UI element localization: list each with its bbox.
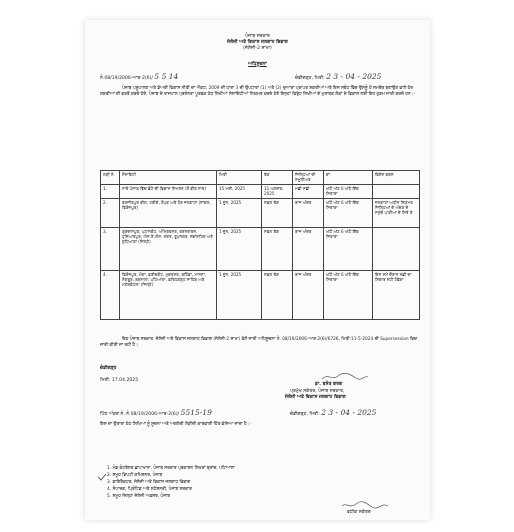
table-cell: ਰਾਜ ਅੰਦਰ — [293, 198, 324, 227]
table-row — [101, 184, 420, 198]
signatory-department: ਜੇਲੋਜੀ ਅਤੇ ਵਿਕਾਸ ਜਲਗਾਹ ਵਿਭਾਗ — [285, 395, 346, 400]
orders-table — [100, 170, 420, 320]
endorsement-number-text: ਪਿੱਠ ਅੰਕਣ ਨੰ. ਨੰ.08/19/2006-ਆਰ-2(6)/ — [100, 412, 180, 417]
table-cell: 1. — [101, 184, 120, 198]
table-cell: ਫਿਰੋਜ਼ਪੁਰ, ਮੋਗਾ, ਫ਼ਰੀਦਕੋਟ, ਮੁਕਤਸਰ, ਬਠਿੰਡਾ, ਮਾਨਸਾ, ਸੰਗਰੂਰ, ਬਰਨਾਲਾ, ਪਟਿਆਲਾ, ਫ਼ਤਿਹਗੜ੍ਹ ਸਾਹਿਬ ਅਤੇ ਮਲੇਰਕੋਟਲਾ (ਜਿਲ੍ਹੇ) — [120, 270, 217, 319]
table-cell: ਮਛੀ ਮੱਛੀ — [293, 184, 324, 198]
table-cell: 4. — [101, 270, 120, 319]
reference-date — [295, 74, 381, 82]
handwritten-date: 2 3 - 04 - 2025 — [326, 72, 382, 81]
table-cell: ਅੱਠੋਂ ਅੱਠ 6 ਅੱਠੋਂ ਇੱਕ ਸਿਤਾਰਾ — [324, 270, 373, 319]
table-cell: ਇਸ ਸਮੇਂ ਦੌਰਾਨ ਮੱਛੀ ਦਾ ਸ਼ਿਕਾਰ ਨਹੀਂ ਹੋਵੇਗਾ — [373, 270, 420, 319]
handwritten-endorsement-number: 5515-19 — [180, 408, 212, 417]
list-item: 1. ਮੰਡ ਕੰਟਰੋਲਰ ਛਾਪਾਖਾਨਾ, ਪੰਜਾਬ ਸਰਕਾਰ ਪ੍ਰਕਾਸ਼ਨ ਲਿਖਤਾਂ ਬ੍ਰਾਂਚ, ਪਟਿਆਲਾ — [107, 466, 235, 471]
header-branch: (ਜੇਲੋਜੀ-2 ਸ਼ਾਖਾ) — [243, 46, 272, 51]
footer-signature-label: ਵਧੀਕ ਸਕੱਤਰ — [347, 510, 371, 515]
header-cell: ਜਿਲ੍ਹਿਆਂ ਦੀ ਸ਼ਮੂਲੀਅਤ — [293, 171, 324, 185]
header-cell: ਸੋਸਾਇਟੀ — [120, 171, 217, 185]
endorsement-number — [100, 410, 212, 418]
table-cell: ਸਾਰੇ ਪੰਜਾਬ ਵਿੱਚ ਛੋਟੇ ਦੀ ਵਿਕਾਸ ਸਿਮਰਨ (ਤੋਂ ਵੀਰ ਸਾਰ) — [120, 184, 217, 198]
footer-signature-mark — [340, 500, 390, 510]
table-cell: ਅੱਠੋਂ ਅੱਠ 6 ਅੱਠੋਂ ਇੱਕ ਸਿਤਾਰਾ — [324, 198, 373, 227]
tick-mark — [97, 473, 107, 481]
table-cell: 1 ਜੂਨ, 2025 — [217, 227, 262, 270]
signatory-name: ਡਾ. ਬਸੰਤ ਗਰਗ — [315, 382, 343, 387]
header-government: ਪੰਜਾਬ ਸਰਕਾਰ — [245, 34, 270, 39]
table-cell: 3. — [101, 227, 120, 270]
body-paragraph-1: ਪੰਜਾਬ ਪਸ਼ੂਪਾਲਣ ਅਤੇ ਡੇਅਰੀ ਵਿਕਾਸ ਨੀਤੀ ਦਾ ਐਕਟ, 2009 ਦੀ ਧਾਰਾ 3 ਦੀ ਉਪਧਾਰਾ (1) ਅਤੇ (2) ਦੁਆਰਾ ਪ੍ਰਾਪਤ ਸ਼ਕਤੀਆਂ ਅਤੇ ਇਸ ਸਬੰਧ ਵਿੱਚ ਉਸਨੂੰ ਹੋ ਸਮਰੱਥ ਬਣਾਉਣ ਵਾਲੇ ਹੋਰ ਸ਼ਕਤੀਆਂ ਦੀ ਵਰਤੋਂ ਕਰਦੇ ਹੋਏ, ਪੰਜਾਬ ਦੇ ਰਾਜਪਾਲ ਪ੍ਰਸੰਨਤਾ ਪੂਰਵਕ ਹੇਠ ਲਿਖੀਆਂ ਸੋਸਾਇਟੀਆਂ ਨਿਯਮਤ ਕਰਦੇ ਹੋਏ ਇਨ੍ਹਾਂ ਵਿਰੁੱਧ ਲਿਖੀਆਂ ਦੇ ਮੁਤਾਬਕ ਲੋਕਾਂ ਦੇ ਵਿਕਾਸ ਲਈ ਇਹ ਹੁਕਮ ਜਾਰੀ ਕਰਦੇ ਹਨ :- — [100, 86, 415, 97]
table-cell: ਸਫਲ ਤੱਕ — [262, 198, 293, 227]
list-item: 3. ਡਾਇਰੈਕਟਰ, ਜੇਲੋਜੀ ਅਤੇ ਵਿਕਾਸ ਜਲਗਾਹ ਵਿਭਾਗ — [107, 480, 191, 485]
handwritten-endorsement-date: 2 3 - 04 - 2025 — [321, 408, 377, 417]
table-cell: 1 ਜੂਨ, 2025 — [217, 198, 262, 227]
list-item: 5. ਸਮੂਹ ਜ਼ਿਲ੍ਹਾ ਜੇਲੋਜੀ ਅਫ਼ਸਰ, ਪੰਜਾਬ — [107, 494, 170, 499]
issue-date: ਮਿਤੀ: 17.04.2025 — [100, 378, 139, 383]
table-cell: ਅੱਠੋਂ ਅੱਠ 6 ਅੱਠੋਂ ਇੱਕ ਸਿਤਾਰਾ — [324, 227, 373, 270]
header-cell: ਤੱਕ — [262, 171, 293, 185]
recipient-list — [107, 465, 235, 500]
endorsement-date — [290, 410, 376, 418]
table-cell: 15 ਮਈ, 2025 — [217, 184, 262, 198]
table-cell: 31 ਅਗਸਤ, 2025 — [262, 184, 293, 198]
endorsement-place-date: ਚੰਡੀਗੜ੍ਹ, ਮਿਤੀ: — [290, 412, 320, 417]
table-cell: ਜਲਗਾਹਾਂ ਅਧੀਨ ਨਿਯਮਤ ਜਿਲ੍ਹਿਆਂ ਦੇ ਅੰਦਰ ਦੇ ਸਮੁੱਚੇ ਪਾਣੀਆਂ ਦੇ ਸਿਰੇ ਤੇ — [373, 198, 420, 227]
table-row — [101, 270, 420, 319]
table-cell — [373, 184, 420, 198]
header-cell: ਥਾਂ — [324, 171, 373, 185]
table-cell: 1 ਜੂਨ, 2025 — [217, 270, 262, 319]
reference-number — [100, 74, 178, 82]
handwritten-reference-number: 5 5 14 — [154, 72, 179, 81]
table-cell: ਰਾਜ ਅੰਦਰ — [293, 270, 324, 319]
table-cell: 2. — [101, 198, 120, 227]
header-cell: ਮਿਤੀ — [217, 171, 262, 185]
table-row — [101, 198, 420, 227]
header-department: ਜੇਲੋਜੀ ਅਤੇ ਵਿਕਾਸ ਜਲਗਾਹ ਵਿਭਾਗ — [227, 40, 288, 45]
table-row — [101, 227, 420, 270]
body-paragraph-3: ਇਸ ਦਾ ਉਤਾਰਾ ਹੇਠ ਲਿਖਿਆਂ ਨੂੰ ਸੂਚਨਾ ਅਤੇ ਅਗਲੇਰੀ ਲੋੜੀਂਦੀ ਕਾਰਵਾਈ ਹਿੱਤ ਭੇਜਿਆ ਜਾਂਦਾ ਹੈ :- — [100, 422, 252, 427]
header-cell: ਵਿਸ਼ੇਸ਼ ਕਥਨ — [373, 171, 420, 185]
table-header-row — [101, 171, 420, 185]
list-item: 4. ਸੰਪਾਦਕ, ਪ੍ਰਿੰਟਿਡ ਅਤੇ ਸਟੇਸ਼ਨਰੀ, ਪੰਜਾਬ ਸਰਕਾਰ — [107, 487, 192, 492]
table-cell: ਰਾਜ ਅੰਦਰ — [293, 227, 324, 270]
signatory-designation: ਪ੍ਰਮੁੱਖ ਸਕੱਤਰ, ਪੰਜਾਬ ਸਰਕਾਰ, — [290, 389, 345, 394]
table-cell: ਗੁਰਦਾਸਪੁਰ, ਪਠਾਨਕੋਟ, ਅੰਮ੍ਰਿਤਸਰ, ਤਰਨਤਾਰਨ, ਹੁਸ਼ਿਆਰਪੁਰ, ਐਸ.ਏ.ਐਸ. ਨਗਰ, ਰੂਪਨਗਰ, ਨਵਾਂਸ਼ਹਿਰ ਅਤੇ ਲੁਧਿਆਣਾ (ਜਿਲ੍ਹੇ) — [120, 227, 217, 270]
list-item: 2. ਸਮੂਹ ਡਿਪਟੀ ਕਮਿਸ਼ਨਰ, ਪੰਜਾਬ — [107, 473, 163, 478]
table-cell: ਅੱਠੋਂ ਅੱਠ 6 ਅੱਠੋਂ ਇੱਕ ਸਿਤਾਰਾ — [324, 184, 373, 198]
table-cell: ਸਫਲ ਤੱਕ — [262, 227, 293, 270]
table-cell — [373, 227, 420, 270]
table-cell: ਰਣਜੀਤਪੁਰ ਝੀਲ, ਹਰੀਕੇ, ਰੋਪੜ ਅਤੇ ਹੋਰ ਜਲਗਾਹਾਂ (ਨਾਂਗਲ, ਫਿਰੋਜ਼ਪੁਰ) — [120, 198, 217, 227]
document-page — [85, 20, 430, 520]
reference-place-date: ਚੰਡੀਗੜ੍ਹ, ਮਿਤੀ: — [295, 76, 325, 81]
reference-number-text: ਨੰ.08/19/2006-ਆਰ-2(6)/ — [100, 76, 153, 81]
header-cell: ਲੜੀ ਨੰ. — [101, 171, 120, 185]
signature-mark — [320, 372, 370, 382]
notification-title: ਅਧਿਸੂਚਨਾ — [248, 62, 267, 67]
issue-place: ਚੰਡੀਗੜ੍ਹ — [100, 366, 117, 371]
table-cell: ਸਫਲ ਤੱਕ — [262, 270, 293, 319]
body-paragraph-2: ਇਹ ਪੰਜਾਬ ਸਰਕਾਰ, ਜੇਲੋਜੀ ਅਤੇ ਵਿਕਾਸ ਜਲਗਾਹ ਵਿਭਾਗ (ਜੇਲੋਜੀ-2 ਸ਼ਾਖਾ) ਵੱਲੋਂ ਜਾਰੀ ਅਧਿਸੂਚਨਾ ਨੰ. 08/19/2006-ਆਰ-2(6)/6726, ਮਿਤੀ:11-5-2024 ਦੀ Supersession ਵਿਚ ਜਾਰੀ ਕੀਤੀ ਜਾ ਰਹੀ ਹੈ। — [100, 337, 417, 348]
